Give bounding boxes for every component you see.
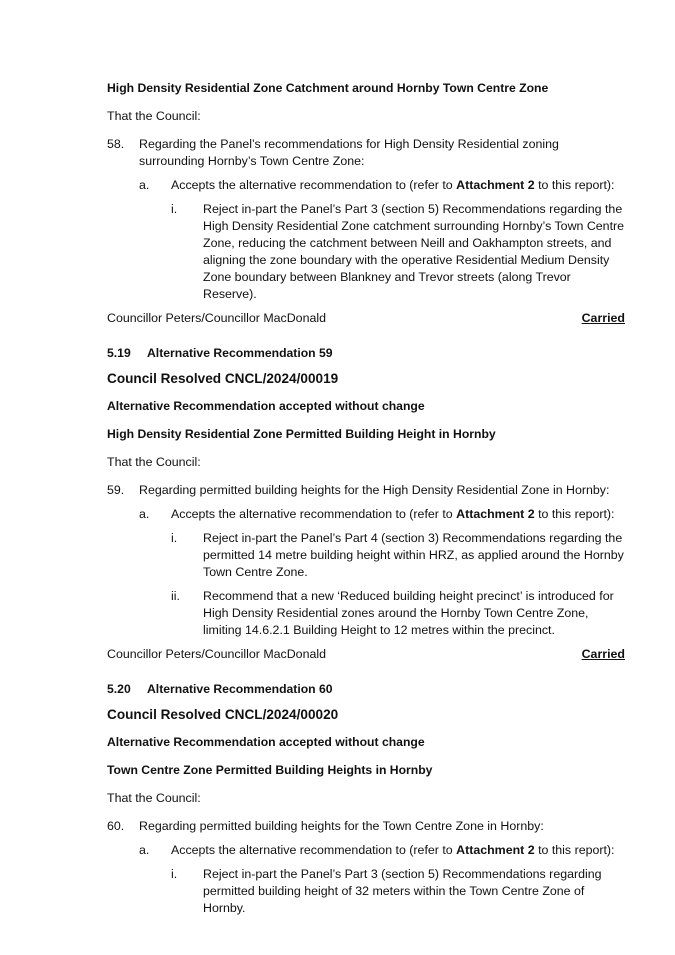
mover-line xyxy=(107,646,625,663)
section-number: 5.20 xyxy=(107,682,131,696)
sub-item-text xyxy=(171,177,625,194)
section-subtitle: Alternative Recommendation accepted without change xyxy=(107,735,425,749)
roman-label: i. xyxy=(171,867,178,881)
rec-number: 59. xyxy=(107,483,125,497)
attachment-reference: Attachment 2 xyxy=(456,178,535,192)
sub-item-label: a. xyxy=(139,843,150,857)
sub-item-a xyxy=(107,177,625,194)
sub-item-text-post: to this report): xyxy=(534,507,615,521)
recommendation-60 xyxy=(107,818,625,835)
recommendation-58 xyxy=(107,136,625,170)
recommendation-59 xyxy=(107,482,625,499)
intro-text: That the Council: xyxy=(107,791,201,805)
roman-text: Reject in-part the Panel’s Part 3 (section 5) Recommendations regarding the High Density Residential Zone catchment surrounding Hornby’s Town Centre Zone, reducing the catchment between Neill and Oakhampton streets, and aligning the zone boundary with the operative Residential Medium Density Zone boundary between Blankney and Trevor streets (along Trevor Reserve). xyxy=(203,202,625,301)
sub-item-label: a. xyxy=(139,507,150,521)
roman-item xyxy=(107,866,625,917)
sub-item-text-pre: Accepts the alternative recommendation to (refer to xyxy=(171,178,457,192)
sub-item-text-pre: Accepts the alternative recommendation to (refer to xyxy=(171,507,457,521)
roman-item xyxy=(107,588,625,639)
roman-label: ii. xyxy=(171,589,180,603)
sub-item-label: a. xyxy=(139,178,150,192)
roman-item xyxy=(107,530,625,581)
resolution-number: Council Resolved CNCL/2024/00019 xyxy=(107,371,339,386)
result-carried: Carried xyxy=(581,311,625,325)
rec-number: 58. xyxy=(107,137,125,151)
roman-text: Reject in-part the Panel’s Part 4 (section 3) Recommendations regarding the permitted 14 metre building height within HRZ, as applied around the Hornby Town Centre Zone. xyxy=(203,531,624,579)
roman-text: Recommend that a new ‘Reduced building height precinct’ is introduced for High Density Residential zones around the Hornby Town Centre Zone, limiting 14.6.2.1 Building Height to 12 metres within the precinct. xyxy=(203,589,614,637)
roman-label: i. xyxy=(171,202,178,216)
document-page xyxy=(107,80,625,917)
rec-number: 60. xyxy=(107,819,125,833)
sub-item-text-post: to this report): xyxy=(534,178,615,192)
section-title: Alternative Recommendation 60 xyxy=(147,682,333,696)
intro-text: That the Council: xyxy=(107,109,201,123)
section-heading: High Density Residential Zone Permitted Building Height in Hornby xyxy=(107,427,496,441)
mover-names: Councillor Peters/Councillor MacDonald xyxy=(107,647,326,661)
section-heading: High Density Residential Zone Catchment around Hornby Town Centre Zone xyxy=(107,81,549,95)
attachment-reference: Attachment 2 xyxy=(456,843,535,857)
sub-item-text xyxy=(171,506,625,523)
mover-line xyxy=(107,310,625,327)
rec-text: Regarding permitted building heights for the Town Centre Zone in Hornby: xyxy=(139,819,544,833)
intro-text: That the Council: xyxy=(107,455,201,469)
sub-item-text xyxy=(171,842,625,859)
mover-names: Councillor Peters/Councillor MacDonald xyxy=(107,311,326,325)
sub-item-text-pre: Accepts the alternative recommendation to (refer to xyxy=(171,843,457,857)
rec-text: Regarding the Panel’s recommendations for High Density Residential zoning surrounding Hornby’s Town Centre Zone: xyxy=(139,137,559,168)
sub-item-text-post: to this report): xyxy=(534,843,615,857)
section-title-5-19 xyxy=(107,345,625,362)
section-title-5-20 xyxy=(107,681,625,698)
section-subtitle: Alternative Recommendation accepted without change xyxy=(107,399,425,413)
roman-text: Reject in-part the Panel’s Part 3 (section 5) Recommendations regarding permitted building height of 32 meters within the Town Centre Zone of Hornby. xyxy=(203,867,602,915)
roman-item xyxy=(107,201,625,303)
sub-item-a xyxy=(107,842,625,859)
section-title: Alternative Recommendation 59 xyxy=(147,346,333,360)
attachment-reference: Attachment 2 xyxy=(456,507,535,521)
section-number: 5.19 xyxy=(107,346,131,360)
rec-text: Regarding permitted building heights for the High Density Residential Zone in Hornby: xyxy=(139,483,610,497)
roman-label: i. xyxy=(171,531,178,545)
section-heading: Town Centre Zone Permitted Building Heights in Hornby xyxy=(107,763,433,777)
result-carried: Carried xyxy=(581,647,625,661)
resolution-number: Council Resolved CNCL/2024/00020 xyxy=(107,707,339,722)
sub-item-a xyxy=(107,506,625,523)
